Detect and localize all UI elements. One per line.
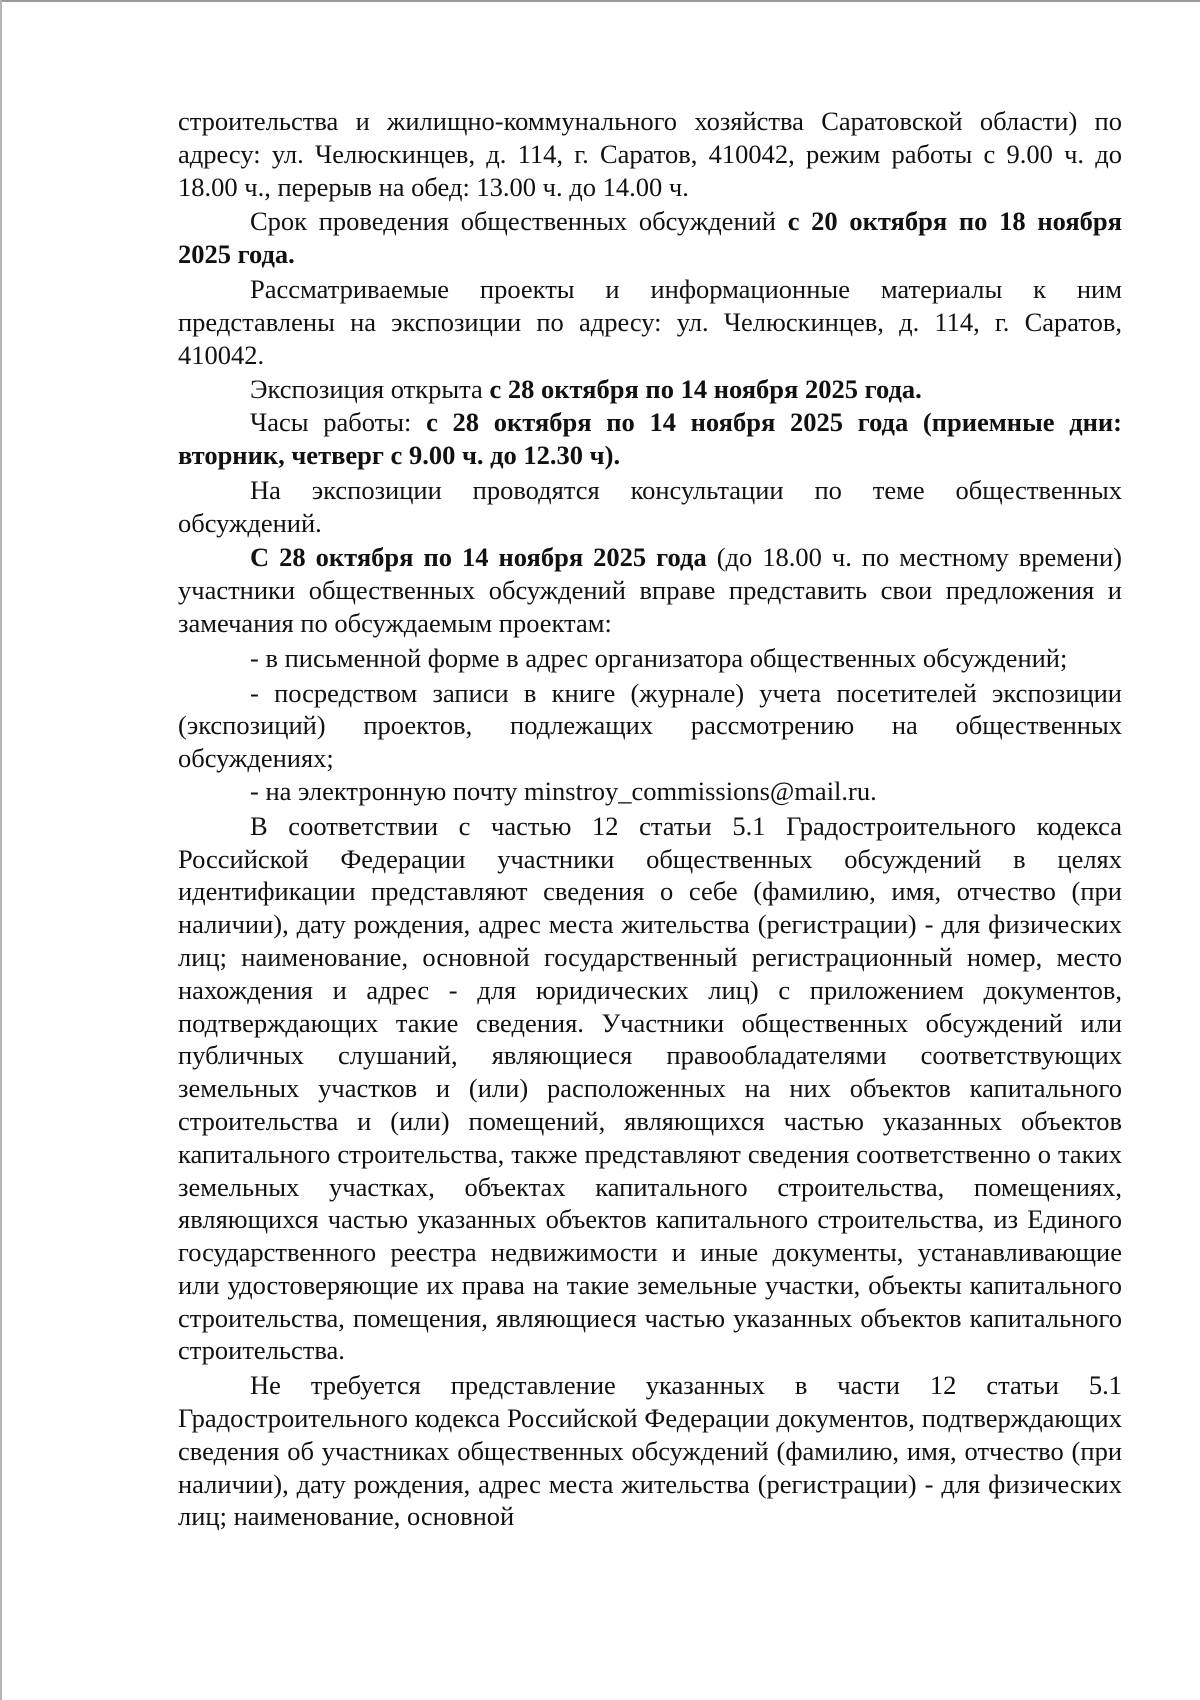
paragraph-text: - посредством записи в книге (журнале) учета посетителей экспозиции (экспозиций) проектов, подлежащих рассмотрению на общественных обсуждениях;	[178, 677, 1122, 774]
paragraph-documents-not-required	[178, 1369, 1122, 1533]
list-item-email	[178, 775, 1122, 808]
list-item-guestbook	[178, 677, 1122, 775]
list-item-written-form	[178, 642, 1122, 675]
paragraph-text: - в письменной форме в адрес организатора общественных обсуждений;	[250, 642, 1068, 673]
scan-edge-left	[0, 0, 2, 1700]
paragraph-text: На экспозиции проводятся консультации по теме общественных обсуждений.	[178, 474, 1122, 538]
paragraph-text: В соответствии с частью 12 статьи 5.1 Градостроительного кодекса Российской Федерации участники общественных обсуждений в целях идентификации представляют сведения о себе (фамилию, имя, отчество (при наличии), дату рождения, адрес места жительства (регистрации) - для физических лиц; наименование, основной государственный регистрационный номер, место нахождения и адрес - для юридических лиц) с приложением документов, подтверждающих такие сведения. Участники общественных обсуждений или публичных слушаний, являющиеся правообладателями соответствующих земельных участков и (или) расположенных на них объектов капитального строительства и (или) помещений, являющихся частью указанных объектов капитального строительства, также представляют сведения соответственно о таких земельных участках, объектах капитального строительства, помещениях, являющихся частью указанных объектов капитального строительства, из Единого государственного реестра недвижимости и иные документы, устанавливающие или удостоверяющие их права на такие земельные участки, объекты капитального строительства, помещения, являющиеся частью указанных объектов капитального строительства.	[178, 810, 1122, 1366]
paragraph-text: Срок проведения общественных обсуждений	[250, 206, 788, 237]
paragraph-office-address	[178, 105, 1122, 203]
paragraph-proposals-period	[178, 541, 1122, 639]
paragraph-text: (до 18.00 ч. по местному времени) участники общественных обсуждений вправе представить свои предложения и замечания по обсуждаемым проектам:	[178, 542, 1122, 638]
paragraph-exposition-address	[178, 273, 1122, 371]
paragraph-text: Часы работы:	[250, 407, 427, 438]
paragraph-text: Не требуется представление указанных в части 12 статьи 5.1 Градостроительного кодекса Российской Федерации документов, подтверждающих сведения об участниках общественных обсуждений (фамилию, имя, отчество (при наличии), дату рождения, адрес места жительства (регистрации) - для физических лиц; наименование, основной	[178, 1370, 1122, 1532]
paragraph-text: строительства и жилищно-коммунального хозяйства Саратовской области) по адресу: ул. Челюскинцев, д. 114, г. Саратов, 410042, режим работы с 9.00 ч. до 18.00 ч., перерыв на обед: 13.00 ч. до 14.00 ч.	[178, 106, 1122, 202]
paragraph-consultations	[178, 474, 1122, 540]
paragraph-exposition-open	[178, 373, 1122, 406]
paragraph-text: Экспозиция открыта	[250, 374, 490, 405]
paragraph-identification-requirements	[178, 810, 1122, 1368]
paragraph-text: Рассматриваемые проекты и информационные материалы к ним представлены на экспозиции по адресу: ул. Челюскинцев, д. 114, г. Саратов, 410042.	[178, 273, 1122, 370]
paragraph-discussion-period	[178, 205, 1122, 271]
document-body	[178, 105, 1122, 1533]
paragraph-text: - на электронную почту minstroy_commissions@mail.ru.	[250, 775, 877, 806]
paragraph-working-hours	[178, 406, 1122, 472]
scan-edge-top	[0, 0, 1200, 2]
bold-dates: с 28 октября по 14 ноября 2025 года (приемные дни: вторник, четверг с 9.00 ч. до 12.30 ч).	[178, 407, 1122, 470]
bold-dates: с 28 октября по 14 ноября 2025 года.	[489, 374, 922, 405]
bold-dates: С 28 октября по 14 ноября 2025 года	[250, 542, 707, 573]
bold-dates: с 20 октября по 18 ноября 2025 года.	[178, 206, 1122, 270]
